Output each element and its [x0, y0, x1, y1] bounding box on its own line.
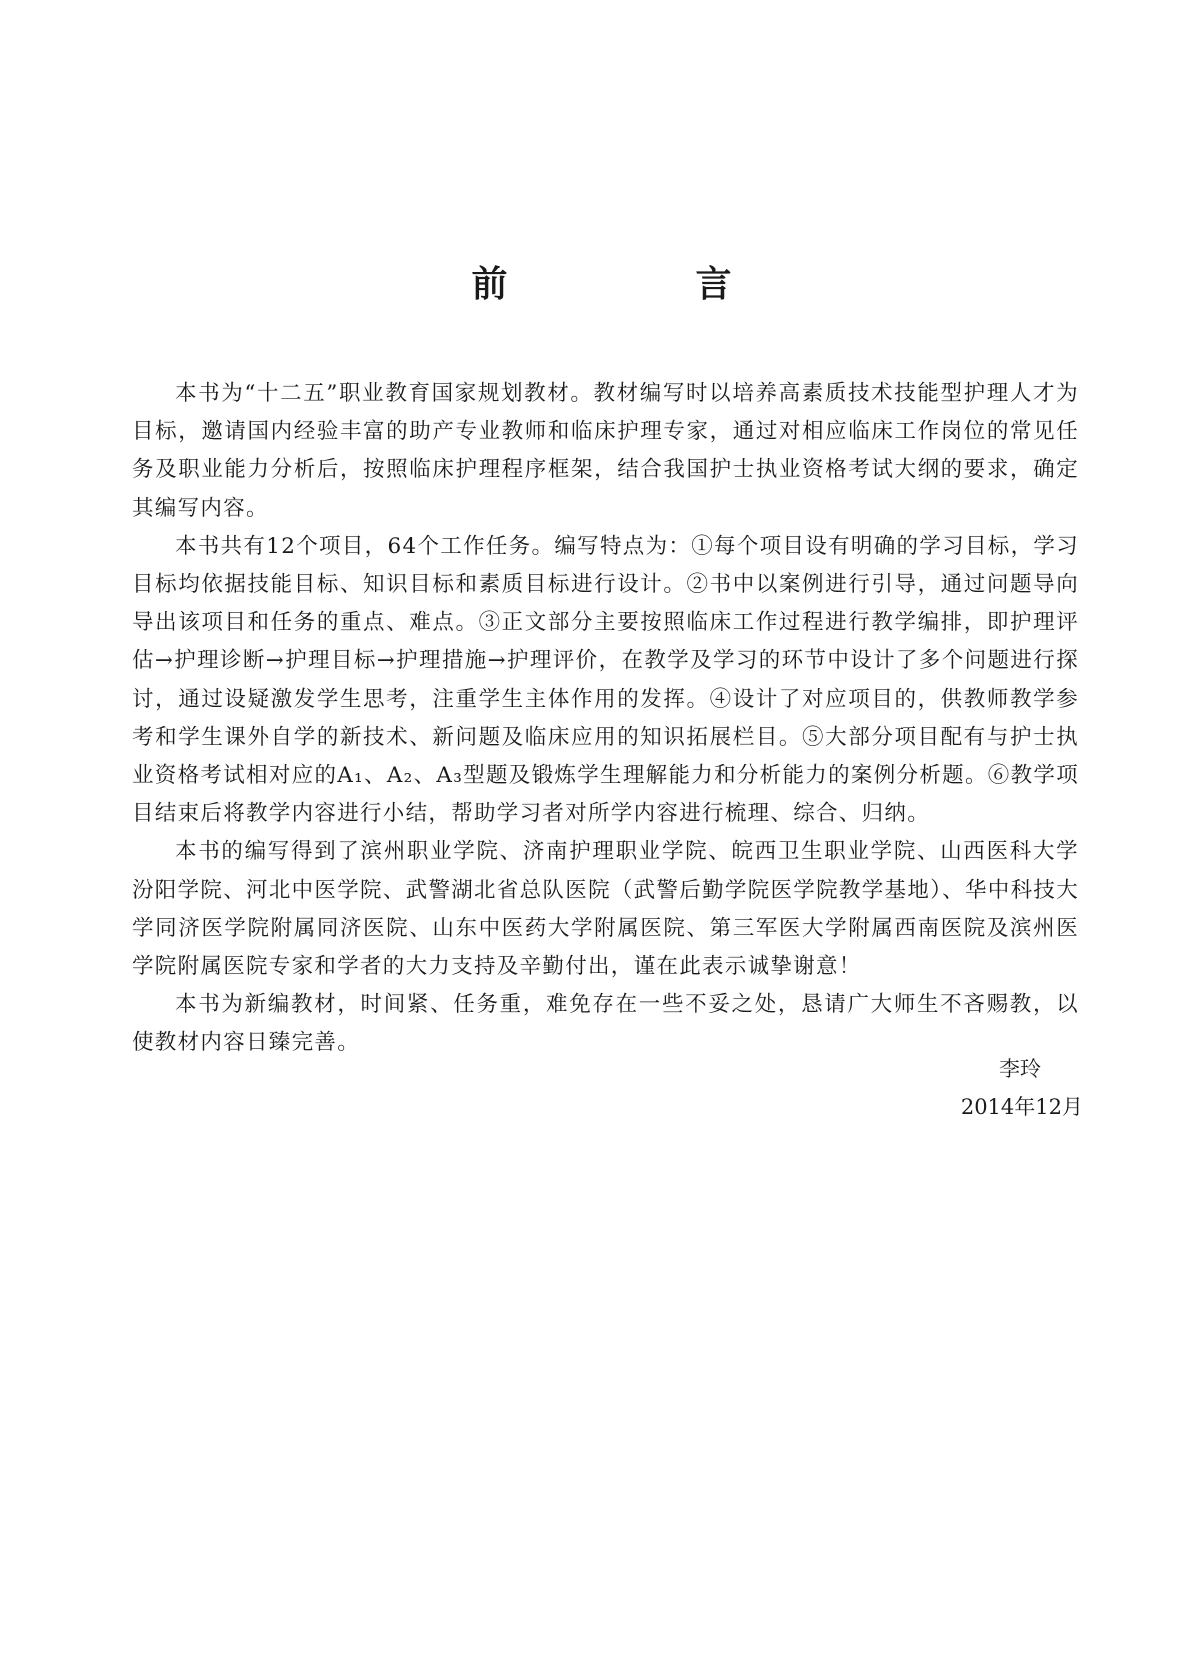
- page-title: 前 言: [471, 263, 808, 305]
- signature-date: 2014年12月: [960, 1095, 1083, 1119]
- signature-block: [961, 1050, 1083, 1126]
- preface-body: [132, 375, 1079, 1063]
- paragraph-closing: 本书为新编教材，时间紧、任务重，难免存在一些不妥之处，恳请广大师生不吝赐教，以使教材内容日臻完善。: [132, 992, 1079, 1056]
- paragraph-acknowledgements: 本书的编写得到了滨州职业学院、济南护理职业学院、皖西卫生职业学院、山西医科大学汾阳学院、河北中医学院、武警湖北省总队医院（武警后勤学院医学院教学基地）、华中科技大学同济医学院附属同济医院、山东中医药大学附属医院、第三军医大学附属西南医院及滨州医学院附属医院专家和学者的大力支持及辛勤付出，谨在此表示诚挚谢意！: [132, 839, 1079, 980]
- author-name: 李玲: [999, 1057, 1041, 1081]
- paragraph-intro: 本书为“十二五”职业教育国家规划教材。教材编写时以培养高素质技术技能型护理人才为目标，邀请国内经验丰富的助产专业教师和临床护理专家，通过对相应临床工作岗位的常见任务及职业能力分析后，按照临床护理程序框架，结合我国护士执业资格考试大纲的要求，确定其编写内容。: [132, 381, 1079, 521]
- paragraph-features: 本书共有12个项目，64个工作任务。编写特点为：①每个项目设有明确的学习目标，学习目标均依据技能目标、知识目标和素质目标进行设计。②书中以案例进行引导，通过问题导向导出该项目和任务的重点、难点。③正文部分主要按照临床工作过程进行教学编排，即护理评估→护理诊断→护理目标→护理措施→护理评价，在教学及学习的环节中设计了多个问题进行探讨，通过设疑激发学生思考，注重学生主体作用的发挥。④设计了对应项目的，供教师教学参考和学生课外自学的新技术、新问题及临床应用的知识拓展栏目。⑤大部分项目配有与护士执业资格考试相对应的A₁、A₂、A₃型题及锻炼学生理解能力和分析能力的案例分析题。⑥教学项目结束后将教学内容进行小结，帮助学习者对所学内容进行梳理、综合、归纳。: [132, 533, 1079, 827]
